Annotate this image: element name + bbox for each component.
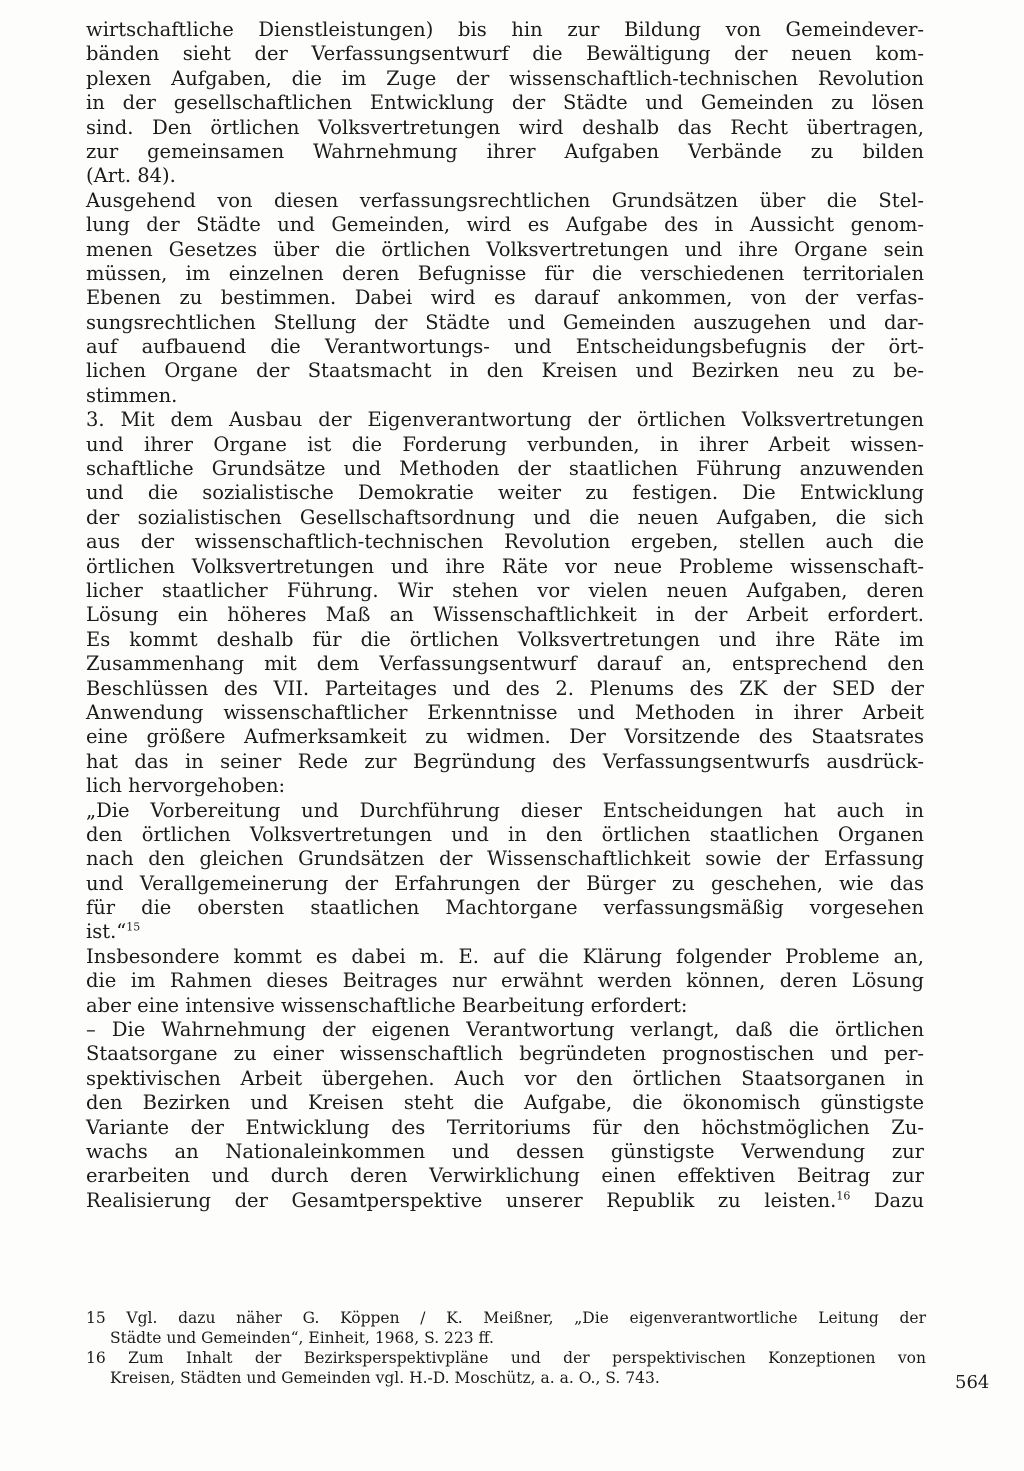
page-number: 564	[955, 1372, 990, 1393]
line-text: 3. Mit dem Ausbau der Eigenverantwortung der örtlichen Volksvertretungen	[86, 408, 924, 432]
footnote-reference[interactable]: 15	[126, 920, 141, 934]
footnote-reference[interactable]: 16	[836, 1189, 851, 1203]
text-line	[86, 408, 924, 432]
text-line	[86, 823, 924, 847]
text-line	[86, 945, 924, 969]
line-text: wirtschaftliche Dienstleistungen) bis hin zur Bildung von Gemeindever-	[86, 18, 924, 41]
footnote-line: 15 Vgl. dazu näher G. Köppen / K. Meißner, „Die eigenverantwortliche Leitung der	[86, 1309, 926, 1327]
line-text: schaftliche Grundsätze und Methoden der staatlichen Führung anzuwenden	[86, 457, 924, 481]
text-line	[86, 1042, 924, 1066]
line-text: müssen, im einzelnen deren Befugnisse für die verschiedenen territorialen	[86, 261, 924, 285]
footnote-line: Kreisen, Städten und Gemeinden vgl. H.-D. Moschütz, a. a. O., S. 743.	[110, 1369, 660, 1387]
text-line	[86, 969, 924, 993]
text-line	[86, 555, 924, 579]
line-text: menen Gesetzes über die örtlichen Volksvertretungen und ihre Organe sein	[86, 237, 924, 261]
text-line	[86, 750, 924, 774]
text-line	[86, 286, 924, 310]
text-line	[86, 530, 924, 554]
text-line	[86, 481, 924, 505]
line-text: und Verallgemeinerung der Erfahrungen der Bürger zu geschehen, wie das	[86, 871, 924, 895]
text-line	[86, 1091, 924, 1115]
line-text: plexen Aufgaben, die im Zuge der wissenschaftlich-technischen Revolution	[86, 66, 924, 90]
line-text: wachs an Nationaleinkommen und dessen günstigste Verwendung zur	[86, 1139, 924, 1163]
text-line	[86, 140, 924, 164]
text-line	[86, 603, 924, 627]
line-text: Anwendung wissenschaftlicher Erkenntnisse und Methoden in ihrer Arbeit	[86, 700, 924, 724]
text-line	[86, 91, 924, 115]
line-text: aber eine intensive wissenschaftliche Bearbeitung erfordert:	[86, 993, 688, 1017]
line-text: (Art. 84).	[86, 164, 176, 188]
line-text: ist.“	[86, 920, 127, 944]
line-text: Ebenen zu bestimmen. Dabei wird es darauf ankommen, von der verfas-	[86, 286, 924, 310]
line-text: für die obersten staatlichen Machtorgane verfassungsmäßig vorgesehen	[86, 896, 924, 920]
line-text: der sozialistischen Gesellschaftsordnung und die neuen Aufgaben, die sich	[86, 505, 924, 529]
text-line	[86, 311, 924, 335]
line-text: Beschlüssen des VII. Parteitages und des 2. Plenums des ZK der SED der	[86, 676, 924, 700]
line-text: hat das in seiner Rede zur Begründung des Verfassungsentwurfs ausdrück-	[86, 749, 924, 773]
line-text: den örtlichen Volksvertretungen und in den örtlichen staatlichen Organen	[86, 822, 924, 846]
text-line	[86, 652, 924, 676]
text-line	[86, 506, 924, 530]
text-line	[86, 189, 924, 213]
line-text: erarbeiten und durch deren Verwirklichung einen effektiven Beitrag zur	[86, 1164, 924, 1188]
text-line	[86, 384, 924, 408]
line-text: Ausgehend von diesen verfassungsrechtlichen Grundsätzen über die Stel-	[86, 188, 924, 212]
text-line	[86, 457, 924, 481]
line-text: lichen Organe der Staatsmacht in den Kreisen und Bezirken neu zu be-	[86, 359, 924, 383]
text-line	[86, 774, 924, 798]
text-line	[86, 1189, 924, 1213]
line-text: und die sozialistische Demokratie weiter zu festigen. Die Entwicklung	[86, 481, 924, 505]
text-line	[86, 359, 924, 383]
line-text: stimmen.	[86, 383, 178, 407]
footnote-line: 16 Zum Inhalt der Bezirksperspektivpläne und der perspektivischen Konzeptionen von	[86, 1349, 926, 1367]
text-line	[86, 1067, 924, 1091]
line-text: Insbesondere kommt es dabei m. E. auf die Klärung folgender Probleme an,	[86, 944, 924, 968]
text-line	[86, 847, 924, 871]
text-line	[86, 579, 924, 603]
line-text: bänden sieht der Verfassungsentwurf die Bewältigung der neuen kom-	[86, 42, 924, 66]
line-text: „Die Vorbereitung und Durchführung dieser Entscheidungen hat auch in	[86, 798, 924, 822]
line-text: lung der Städte und Gemeinden, wird es Aufgabe des in Aussicht genom-	[86, 213, 924, 237]
line-text: Zusammenhang mit dem Verfassungsentwurf darauf an, entsprechend den	[86, 652, 924, 676]
line-text: nach den gleichen Grundsätzen der Wissenschaftlichkeit sowie der Erfassung	[86, 847, 924, 871]
line-text: Variante der Entwicklung des Territoriums für den höchstmöglichen Zu-	[86, 1115, 924, 1139]
text-line	[86, 42, 924, 66]
line-text: den Bezirken und Kreisen steht die Aufgabe, die ökonomisch günstigste	[86, 1091, 924, 1115]
line-text: in der gesellschaftlichen Entwicklung der Städte und Gemeinden zu lösen	[86, 91, 924, 115]
footnote-line: Städte und Gemeinden“, Einheit, 1968, S. 223 ff.	[110, 1329, 494, 1347]
line-text: die im Rahmen dieses Beitrages nur erwähnt werden können, deren Lösung	[86, 969, 924, 993]
text-line	[86, 262, 924, 286]
text-line	[86, 920, 924, 944]
text-line	[86, 701, 924, 725]
line-text: spektivischen Arbeit übergehen. Auch vor den örtlichen Staatsorganen in	[86, 1066, 924, 1090]
line-text: Staatsorgane zu einer wissenschaftlich begründeten prognostischen und per-	[86, 1042, 924, 1066]
text-line	[86, 335, 924, 359]
line-text: Es kommt deshalb für die örtlichen Volksvertretungen und ihre Räte im	[86, 627, 924, 651]
line-text: örtlichen Volksvertretungen und ihre Räte vor neue Probleme wissenschaft-	[86, 554, 924, 578]
text-line	[86, 67, 924, 91]
text-line	[86, 1018, 924, 1042]
line-text: Lösung ein höheres Maß an Wissenschaftlichkeit in der Arbeit erfordert.	[86, 603, 924, 627]
line-text: sind. Den örtlichen Volksvertretungen wird deshalb das Recht übertragen,	[86, 115, 924, 139]
text-line	[86, 677, 924, 701]
body-text	[86, 18, 924, 1213]
text-line	[86, 433, 924, 457]
text-line	[86, 1140, 924, 1164]
text-line	[86, 1164, 924, 1188]
text-line	[86, 896, 924, 920]
line-text: licher staatlicher Führung. Wir stehen vor vielen neuen Aufgaben, deren	[86, 578, 924, 602]
text-line	[86, 872, 924, 896]
line-text: zur gemeinsamen Wahrnehmung ihrer Aufgaben Verbände zu bilden	[86, 139, 924, 163]
text-line	[86, 116, 924, 140]
text-line	[86, 799, 924, 823]
line-text: – Die Wahrnehmung der eigenen Verantwortung verlangt, daß die örtlichen	[86, 1018, 924, 1042]
text-line	[86, 213, 924, 237]
line-text-tail: Dazu	[850, 1188, 925, 1212]
text-line	[86, 725, 924, 749]
line-text: aus der wissenschaftlich-technischen Revolution ergeben, stellen auch die	[86, 530, 924, 554]
text-line	[86, 238, 924, 262]
line-text: Realisierung der Gesamtperspektive unserer Republik zu leisten.	[86, 1188, 837, 1212]
line-text: eine größere Aufmerksamkeit zu widmen. Der Vorsitzende des Staatsrates	[86, 725, 924, 749]
line-text: sungsrechtlichen Stellung der Städte und Gemeinden auszugehen und dar-	[86, 310, 924, 334]
text-line	[86, 164, 924, 188]
text-line	[86, 18, 924, 42]
line-text: und ihrer Organe ist die Forderung verbunden, in ihrer Arbeit wissen-	[86, 432, 924, 456]
line-text: lich hervorgehoben:	[86, 774, 286, 798]
text-line	[86, 628, 924, 652]
text-line	[86, 1116, 924, 1140]
footnotes	[86, 1308, 926, 1388]
line-text: auf aufbauend die Verantwortungs- und Entscheidungsbefugnis der ört-	[86, 335, 924, 359]
text-line	[86, 994, 924, 1018]
